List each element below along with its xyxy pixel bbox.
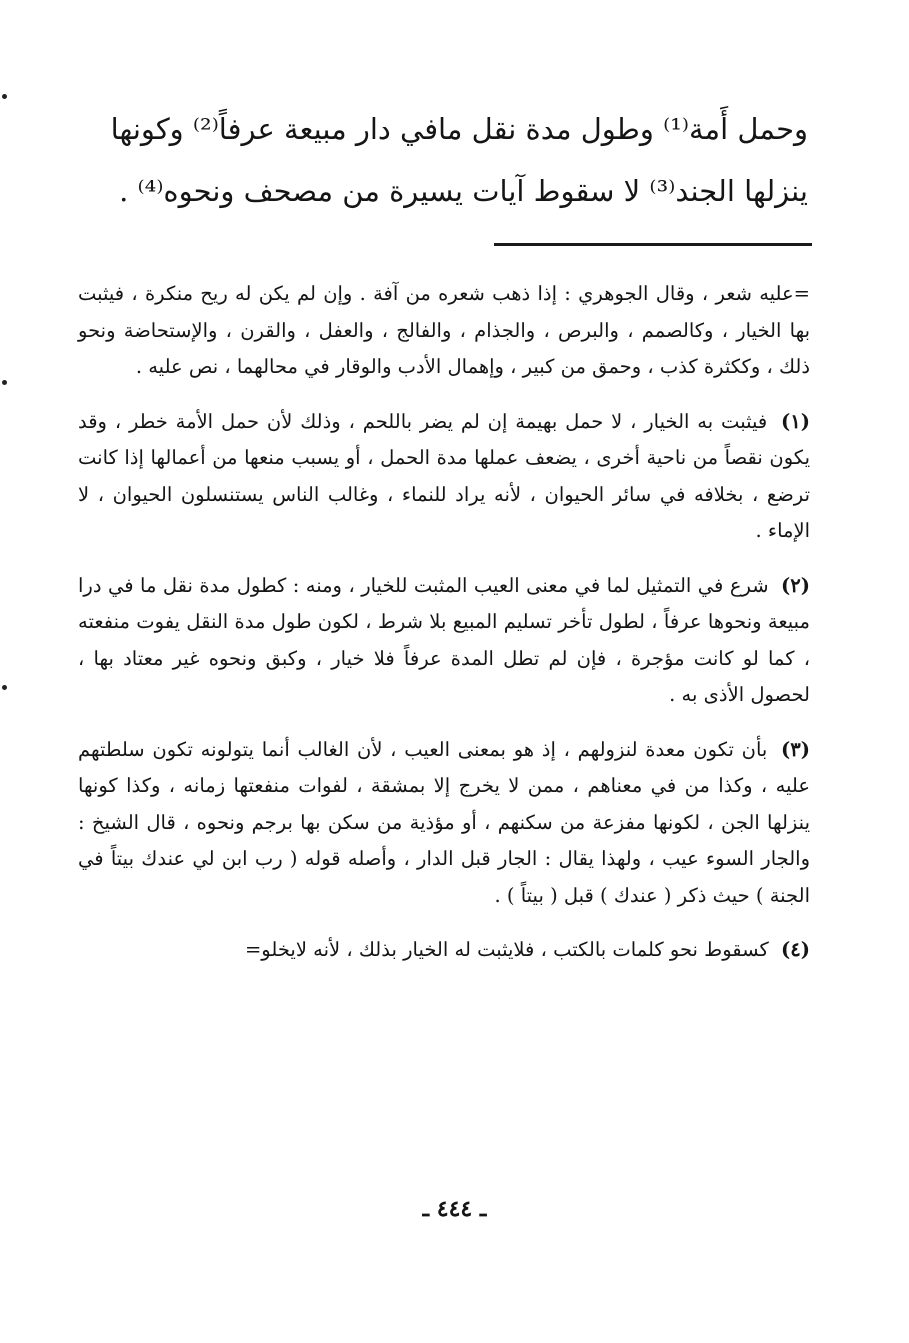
main-text-line-2: ينزلها الجند⁽³⁾ لا سقوط آيات يسيرة من مصحف ونحوه⁽⁴⁾ . xyxy=(119,174,808,208)
footnote-3-text: بأن تكون معدة لنزولهم ، إذ هو بمعنى العيب ، لأن الغالب أنما يتولونه تكون سلطتهم عليه ، وكذا من في معناهم ، ممن لا يخرج إلا بمشقة ، لفوات منفعتها زمانه ، وكذا كونها ينزلها الجن ، لكونها مفزعة من سكنهم ، أو مؤذية من سكن بها برجم ونحوه ، قال الشيخ : والجار السوء عيب ، ولهذا يقال : الجار قبل الدار ، وأصله قوله ( رب ابن لي عندك بيتاً في الجنة ) حيث ذكر ( عندك ) قبل ( بيتاً ) . xyxy=(78,737,810,907)
footnote-continued-text: =عليه شعر ، وقال الجوهري : إذا ذهب شعره من آفة . وإن لم يكن له ريح منكرة ، فيثبت بها الخيار ، وكالصمم ، والبرص ، والجذام ، والفالج ، والعفل ، والقرن ، والإستحاضة ونحو ذلك ، وككثرة كذب ، وحمق من كبير ، وإهمال الأدب والوقار في محالهما ، نص عليه . xyxy=(78,282,810,378)
footnote-separator xyxy=(494,243,812,246)
scan-edge-mark xyxy=(2,380,7,385)
footnote-1-text: فيثبت به الخيار ، لا حمل بهيمة إن لم يضر باللحم ، وذلك لأن حمل الأمة خطر ، وقد يكون نقصاً من ناحية أخرى ، يضعف عملها مدة الحمل ، أو يسبب منعها من أعمالها إذا كانت ترضع ، بخلافه في سائر الحيوان ، لأنه يراد للنماء ، وغالب الناس يستنسلون الحيوان ، لا الإماء . xyxy=(78,409,810,542)
footnote-continued xyxy=(78,276,810,386)
footnote-1-number: (١) xyxy=(781,409,810,433)
footnote-4-number: (٤) xyxy=(781,938,810,961)
scan-edge-mark xyxy=(2,94,7,99)
footnote-2-text: شرع في التمثيل لما في معنى العيب المثبت للخيار ، ومنه : كطول مدة نقل ما في درا مبيعة ونحوها عرفاً ، لطول تأخر تسليم المبيع بلا شرط ، لكون طول مدة النقل يفوت منفعته ، كما لو كانت مؤجرة ، فإن لم تطل المدة عرفاً فلا خيار ، وكبق ونحوه غير معتاد بها ، لحصول الأذى به . xyxy=(78,573,810,706)
scan-edge-mark xyxy=(2,685,7,690)
footnote-3-number: (٣) xyxy=(781,737,810,761)
page-number: ـ ٤٤٤ ـ xyxy=(422,1196,487,1222)
footnote-4-text: كسقوط نحو كلمات بالكتب ، فلايثبت له الخيار بذلك ، لأنه لايخلو= xyxy=(244,938,769,961)
footnotes xyxy=(78,276,810,987)
footnote-3 xyxy=(78,732,810,915)
main-text xyxy=(78,98,808,222)
footnote-2-number: (٢) xyxy=(781,573,810,597)
footnote-2 xyxy=(78,568,810,714)
main-text-line-1: وحمل أَمة⁽¹⁾ وطول مدة نقل مافي دار مبيعة عرفاً⁽²⁾ وكونها xyxy=(110,112,808,146)
footnote-4 xyxy=(78,932,810,969)
footnote-1 xyxy=(78,404,810,550)
